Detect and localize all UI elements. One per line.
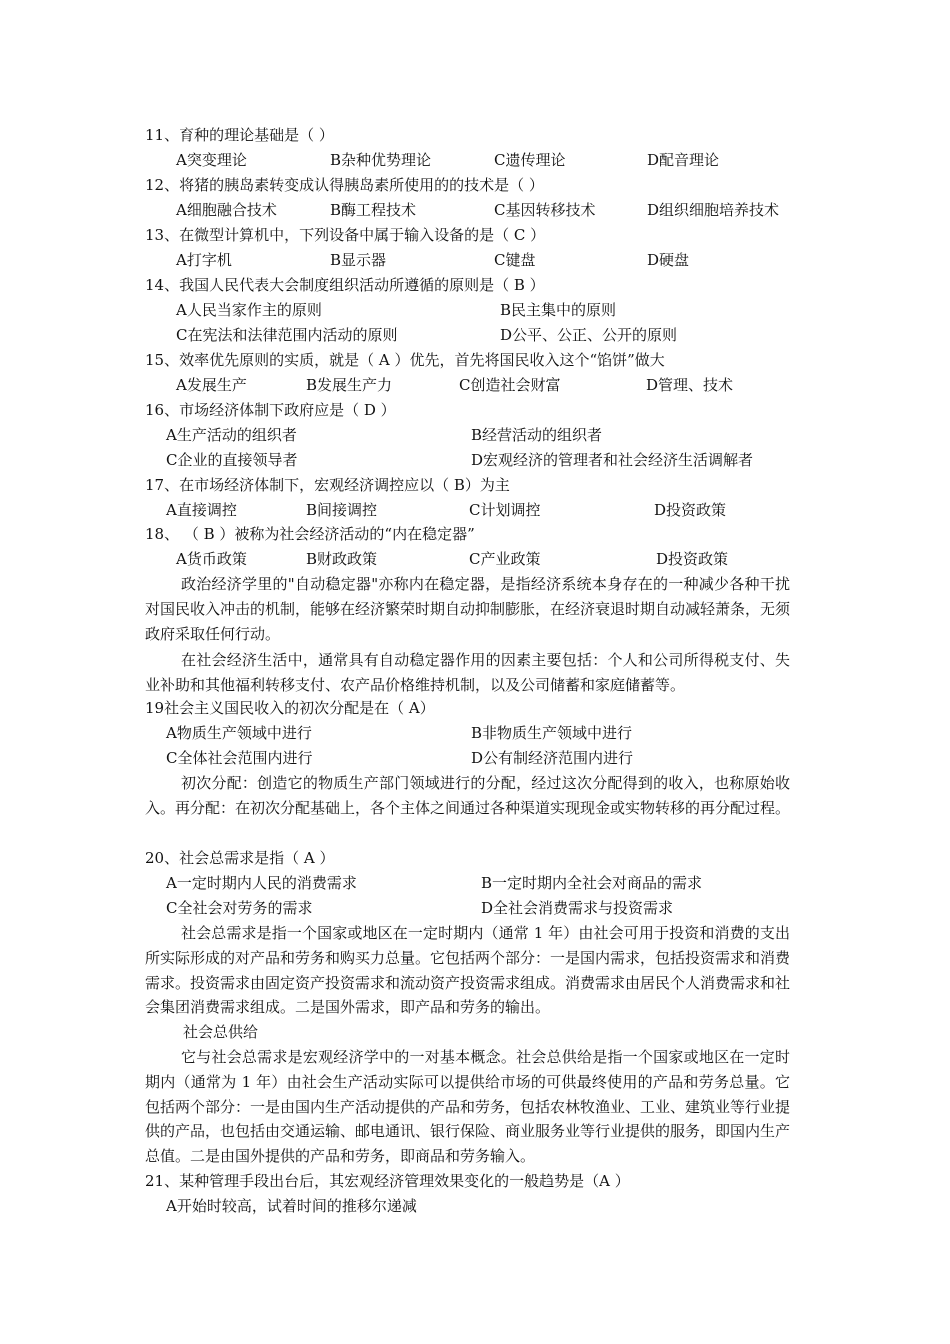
question-17-option-d: D投资政策 <box>654 501 727 519</box>
question-15-option-b: B发展生产力 <box>306 376 393 394</box>
question-17-stem: 17、在市场经济体制下，宏观经济调控应以（ B）为主 <box>145 476 510 494</box>
question-11-option-b: B杂种优势理论 <box>330 151 432 169</box>
question-14-stem: 14、我国人民代表大会制度组织活动所遵循的原则是（ B ） <box>145 276 545 294</box>
question-13-option-c: C键盘 <box>494 251 536 269</box>
question-11-stem: 11、育种的理论基础是（ ） <box>145 126 334 144</box>
question-12-option-d: D组织细胞培养技术 <box>647 201 780 219</box>
question-15-stem: 15、效率优先原则的实质，就是（ A ）优先，首先将国民收入这个“馅饼”做大 <box>145 351 665 369</box>
question-16-option-b: B经营活动的组织者 <box>471 426 603 444</box>
question-14-option-b: B民主集中的原则 <box>500 301 617 319</box>
question-19-option-d: D公有制经济范围内进行 <box>471 749 634 767</box>
question-12-option-a: A细胞融合技术 <box>176 201 277 219</box>
question-13-option-b: B显示器 <box>330 251 387 269</box>
question-12-stem: 12、将猪的胰岛素转变成认得胰岛素所使用的的技术是（ ） <box>145 176 544 194</box>
question-11-option-d: D配音理论 <box>647 151 720 169</box>
question-18-explanation-2: 在社会经济生活中，通常具有自动稳定器作用的因素主要包括：个人和公司所得税支付、失业补助和其他福利转移支付、农产品价格维持机制，以及公司储蓄和家庭储蓄等。 <box>145 651 790 694</box>
question-18-explanation-1: 政治经济学里的"自动稳定器"亦称内在稳定器，是指经济系统本身存在的一种减少各种干扰对国民收入冲击的机制，能够在经济繁荣时期自动抑制膨胀，在经济衰退时期自动减轻萧条，无须政府采取任何行动。 <box>145 575 791 643</box>
question-13-option-a: A打字机 <box>176 251 232 269</box>
question-20-option-b: B一定时期内全社会对商品的需求 <box>481 874 703 892</box>
question-16-option-a: A生产活动的组织者 <box>166 426 297 444</box>
question-16-stem: 16、市场经济体制下政府应是（ D ） <box>145 401 396 419</box>
question-20-explanation-2: 它与社会总需求是宏观经济学中的一对基本概念。社会总供给是指一个国家或地区在一定时期内（通常为 1 年）由社会生产活动实际可以提供给市场的可供最终使用的产品和劳务总量。它包括两个部分：一是由国内生产活动提供的产品和劳务，包括农林牧渔业、工业、建筑业等行业提供的产品，也包括由交通运输、邮电通讯、银行保险、商业服务业等行业提供的服务，即国内生产总值。二是由国外提供的产品和劳务，即商品和劳务输入。 <box>145 1048 791 1166</box>
question-18-option-d: D投资政策 <box>656 550 729 568</box>
question-20-explanation-1: 社会总需求是指一个国家或地区在一定时期内（通常 1 年）由社会可用于投资和消费的支出所实际形成的对产品和劳务和购买力总量。它包括两个部分：一是国内需求，包括投资需求和消费需求。投资需求由固定资产投资需求和流动资产投资需求组成。消费需求由居民个人消费需求和社会集团消费需求组成。二是国外需求，即产品和劳务的输出。 <box>145 924 791 1017</box>
question-14-option-a: A人民当家作主的原则 <box>176 301 322 319</box>
question-21-stem: 21、某种管理手段出台后，其宏观经济管理效果变化的一般趋势是（A ） <box>145 1172 630 1190</box>
question-19-stem: 19社会主义国民收入的初次分配是在（ A） <box>145 699 435 717</box>
question-18-option-a: A货币政策 <box>176 550 247 568</box>
question-17-option-a: A直接调控 <box>166 501 237 519</box>
question-17-option-b: B间接调控 <box>306 501 378 519</box>
question-16-option-d: D宏观经济的管理者和社会经济生活调解者 <box>471 451 754 469</box>
question-16-option-c: C企业的直接领导者 <box>166 451 298 469</box>
question-11-option-a: A突变理论 <box>176 151 247 169</box>
question-20-option-c: C全社会对劳务的需求 <box>166 899 313 917</box>
question-14-option-c: C在宪法和法律范围内活动的原则 <box>176 326 398 344</box>
question-20-option-d: D全社会消费需求与投资需求 <box>481 899 674 917</box>
question-18-option-c: C产业政策 <box>469 550 541 568</box>
question-13-option-d: D硬盘 <box>647 251 690 269</box>
question-12-option-c: C基因转移技术 <box>494 201 596 219</box>
question-12-option-b: B酶工程技术 <box>330 201 417 219</box>
question-19-option-b: B非物质生产领域中进行 <box>471 724 633 742</box>
question-13-stem: 13、在微型计算机中，下列设备中属于输入设备的是（ C ） <box>145 226 546 244</box>
question-18-option-b: B财政政策 <box>306 550 378 568</box>
question-19-explanation: 初次分配：创造它的物质生产部门领域进行的分配，经过这次分配得到的收入，也称原始收入。再分配：在初次分配基础上，各个主体之间通过各种渠道实现现金或实物转移的再分配过程。 <box>145 774 791 817</box>
question-14-option-d: D公平、公正、公开的原则 <box>500 326 678 344</box>
question-20-subtitle: 社会总供给 <box>183 1023 259 1041</box>
question-20-stem: 20、社会总需求是指（ A ） <box>145 849 335 867</box>
question-11-option-c: C遗传理论 <box>494 151 566 169</box>
question-17-option-c: C计划调控 <box>469 501 541 519</box>
question-18-stem: 18、 （ B ）被称为社会经济活动的“内在稳定器” <box>145 525 475 543</box>
question-21-option-a: A开始时较高，试着时间的推移尔递减 <box>166 1197 417 1215</box>
question-15-option-c: C创造社会财富 <box>459 376 561 394</box>
question-15-option-d: D管理、技术 <box>646 376 734 394</box>
question-15-option-a: A发展生产 <box>176 376 247 394</box>
question-19-option-c: C全体社会范围内进行 <box>166 749 313 767</box>
question-19-option-a: A物质生产领域中进行 <box>166 724 312 742</box>
question-20-option-a: A一定时期内人民的消费需求 <box>166 874 357 892</box>
